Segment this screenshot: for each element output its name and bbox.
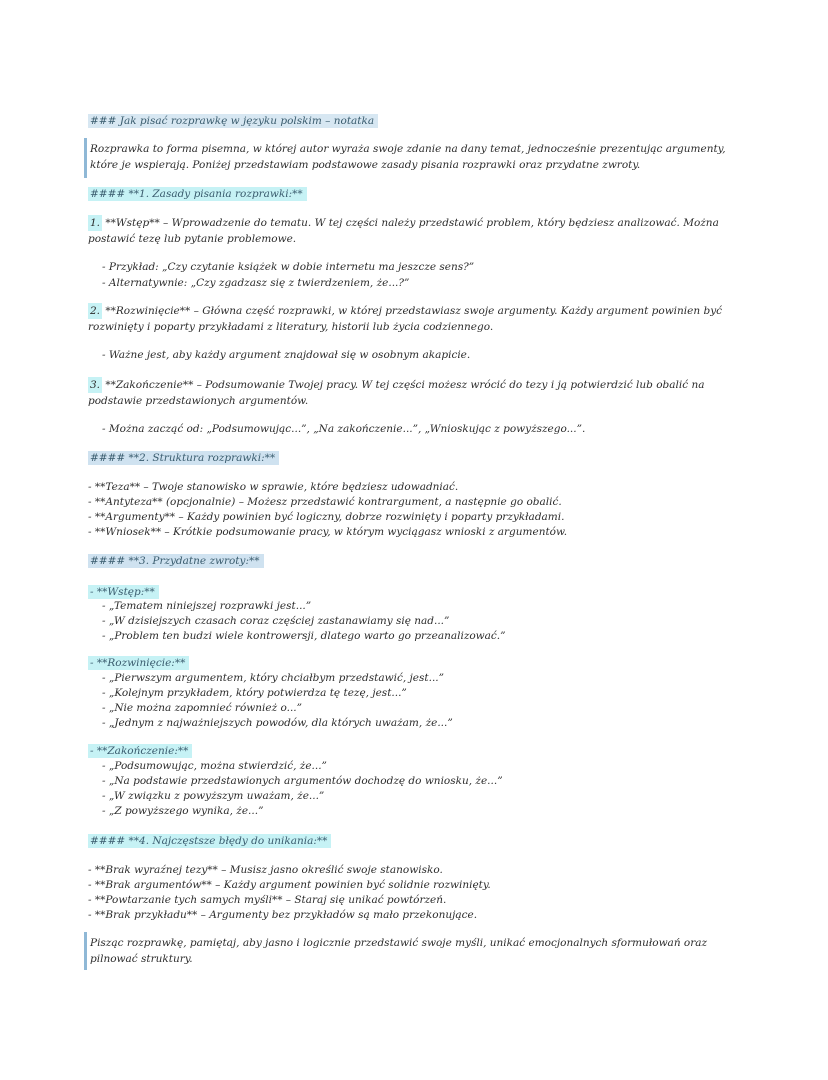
phrase-item: - „Z powyższego wynika, że...”	[102, 805, 264, 817]
section4-heading	[88, 833, 748, 849]
intro-paragraph: Rozprawka to forma pisemna, w której autor wyraża swoje zdanie na dany temat, jednocześnie prezentując argumenty, które je wspierają. Poniżej przedstawiam podstawowe zasady pisania rozprawki oraz przydatne zwroty.	[90, 143, 726, 171]
phrase-item: - „W dzisiejszych czasach coraz częściej zastanawiamy się nad...”	[102, 615, 450, 627]
section1-item-3-sub-1: - Można zacząć od: „Podsumowując...”, „Na zakończenie...”, „Wnioskując z powyższego...”.	[102, 423, 586, 435]
section1-item-2	[88, 303, 748, 335]
item-number: 2.	[90, 305, 101, 317]
section3-heading-text: #### **3. Przydatne zwroty:**	[88, 554, 264, 568]
item-number: 1.	[90, 217, 101, 229]
section2-item: - **Antyteza** (opcjonalnie) – Możesz przedstawić kontrargument, a następnie go obalić.	[88, 496, 562, 508]
section1-item-3	[88, 377, 748, 409]
phrase-item: - „Podsumowując, można stwierdzić, że...”	[102, 760, 327, 772]
section3-heading	[88, 553, 748, 569]
closing-paragraph: Pisząc rozprawkę, pamiętaj, aby jasno i logicznie przedstawić swoje myśli, unikać emocjonalnych sformułowań oraz pilnować struktury.	[90, 937, 708, 965]
section4-item: - **Brak przykładu** – Argumenty bez przykładów są mało przekonujące.	[88, 909, 478, 921]
section2-item: - **Argumenty** – Każdy powinien być logiczny, dobrze rozwinięty i poparty przykładami.	[88, 511, 565, 523]
section1-item-2-sub-1: - Ważne jest, aby każdy argument znajdował się w osobnym akapicie.	[102, 349, 471, 361]
item-text: **Wstęp** – Wprowadzenie do tematu. W tej części należy przedstawić problem, który będziesz analizować. Można postawić tezę lub pytanie problemowe.	[88, 217, 719, 245]
phrases-group-label-text: - **Wstęp:**	[88, 585, 159, 599]
phrases-group-label	[88, 655, 748, 671]
section4-item: - **Brak wyraźnej tezy** – Musisz jasno określić swoje stanowisko.	[88, 864, 443, 876]
section4-item: - **Powtarzanie tych samych myśli** – Staraj się unikać powtórzeń.	[88, 894, 447, 906]
note-title-text: ### Jak pisać rozprawkę w języku polskim – notatka	[88, 114, 378, 128]
phrases-group-label	[88, 743, 748, 759]
intro-bar	[84, 138, 87, 178]
section1-heading	[88, 186, 748, 202]
phrase-item: - „Kolejnym przykładem, który potwierdza tę tezę, jest...”	[102, 687, 407, 699]
section4-heading-text: #### **4. Najczęstsze błędy do unikania:**	[88, 834, 331, 848]
section2-item: - **Wniosek** – Krótkie podsumowanie pracy, w którym wyciągasz wnioski z argumentów.	[88, 526, 568, 538]
section2-heading-text: #### **2. Struktura rozprawki:**	[88, 451, 279, 465]
phrase-item: - „Pierwszym argumentem, który chciałbym przedstawić, jest...”	[102, 672, 444, 684]
closing-bar	[84, 932, 87, 970]
item-number: 3.	[90, 379, 101, 391]
phrase-item: - „Nie można zapomnieć również o...”	[102, 702, 302, 714]
phrase-item: - „Problem ten budzi wiele kontrowersji, dlatego warto go przeanalizować.”	[102, 630, 506, 642]
section2-heading	[88, 450, 748, 466]
section2-item: - **Teza** – Twoje stanowisko w sprawie, które będziesz udowadniać.	[88, 481, 459, 493]
section4-item: - **Brak argumentów** – Każdy argument powinien być solidnie rozwinięty.	[88, 879, 491, 891]
phrase-item: - „Jednym z najważniejszych powodów, dla których uważam, że...”	[102, 717, 453, 729]
phrases-group-label-text: - **Zakończenie:**	[88, 744, 192, 758]
section1-heading-text: #### **1. Zasady pisania rozprawki:**	[88, 187, 307, 201]
section1-item-1-sub-2: - Alternatywnie: „Czy zgadzasz się z twierdzeniem, że...?”	[102, 277, 410, 289]
note-title	[88, 113, 748, 129]
item-text: **Rozwinięcie** – Główna część rozprawki, w której przedstawiasz swoje argumenty. Każdy argument powinien być rozwinięty i poparty przykładami z literatury, historii lub życia codziennego.	[88, 305, 723, 333]
section1-item-1-sub-1: - Przykład: „Czy czytanie książek w dobie internetu ma jeszcze sens?”	[102, 261, 475, 273]
phrase-item: - „Na podstawie przedstawionych argumentów dochodzę do wniosku, że...”	[102, 775, 503, 787]
phrase-item: - „Tematem niniejszej rozprawki jest...”	[102, 600, 312, 612]
phrase-item: - „W związku z powyższym uważam, że...”	[102, 790, 325, 802]
item-text: **Zakończenie** – Podsumowanie Twojej pracy. W tej części możesz wrócić do tezy i ją potwierdzić lub obalić na podstawie przedstawionych argumentów.	[88, 379, 705, 407]
section1-item-1	[88, 215, 748, 247]
phrases-group-label-text: - **Rozwinięcie:**	[88, 656, 189, 670]
